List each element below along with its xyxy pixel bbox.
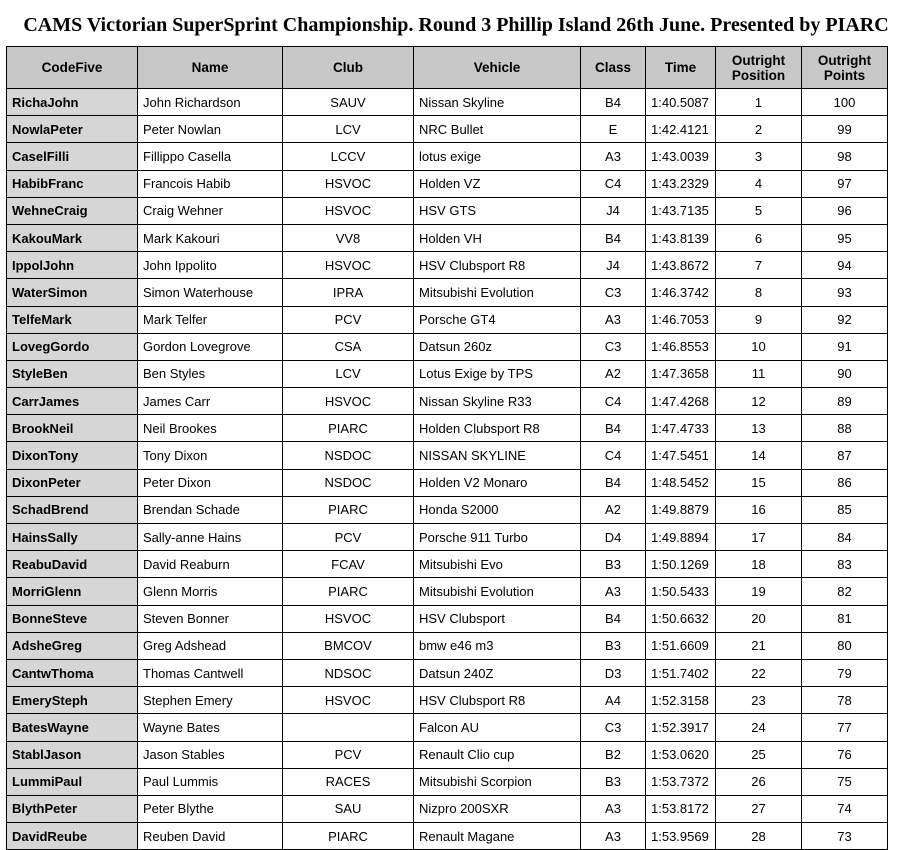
cell-vehicle: Mitsubishi Evo xyxy=(414,551,581,578)
cell-points: 76 xyxy=(802,741,888,768)
cell-class: B3 xyxy=(581,551,646,578)
table-row xyxy=(7,823,888,850)
cell-time: 1:50.1269 xyxy=(646,551,716,578)
cell-points: 92 xyxy=(802,306,888,333)
cell-points: 79 xyxy=(802,659,888,686)
header-class: Class xyxy=(581,47,646,89)
cell-vehicle: Nissan Skyline R33 xyxy=(414,388,581,415)
cell-points: 97 xyxy=(802,170,888,197)
cell-class: B4 xyxy=(581,469,646,496)
table-row xyxy=(7,143,888,170)
cell-time: 1:48.5452 xyxy=(646,469,716,496)
header-outright-position: Outright Position xyxy=(716,47,802,89)
cell-codefive: BrookNeil xyxy=(7,415,138,442)
cell-position: 12 xyxy=(716,388,802,415)
cell-vehicle: Holden VH xyxy=(414,224,581,251)
cell-position: 11 xyxy=(716,360,802,387)
cell-name: Craig Wehner xyxy=(138,197,283,224)
cell-codefive: ReabuDavid xyxy=(7,551,138,578)
cell-codefive: CarrJames xyxy=(7,388,138,415)
cell-name: Wayne Bates xyxy=(138,714,283,741)
cell-vehicle: Holden V2 Monaro xyxy=(414,469,581,496)
cell-name: Peter Dixon xyxy=(138,469,283,496)
cell-club: HSVOC xyxy=(283,388,414,415)
cell-position: 23 xyxy=(716,687,802,714)
cell-class: B2 xyxy=(581,741,646,768)
cell-position: 20 xyxy=(716,605,802,632)
cell-points: 88 xyxy=(802,415,888,442)
cell-name: David Reaburn xyxy=(138,551,283,578)
cell-class: C3 xyxy=(581,714,646,741)
table-row xyxy=(7,496,888,523)
cell-position: 7 xyxy=(716,252,802,279)
cell-time: 1:47.4268 xyxy=(646,388,716,415)
cell-points: 96 xyxy=(802,197,888,224)
cell-name: Ben Styles xyxy=(138,360,283,387)
cell-club: PIARC xyxy=(283,415,414,442)
cell-position: 2 xyxy=(716,116,802,143)
cell-codefive: StablJason xyxy=(7,741,138,768)
cell-points: 90 xyxy=(802,360,888,387)
cell-club: HSVOC xyxy=(283,197,414,224)
cell-vehicle: Honda S2000 xyxy=(414,496,581,523)
cell-name: Peter Blythe xyxy=(138,795,283,822)
cell-class: J4 xyxy=(581,197,646,224)
cell-club: PIARC xyxy=(283,578,414,605)
table-row xyxy=(7,524,888,551)
cell-vehicle: NISSAN SKYLINE xyxy=(414,442,581,469)
cell-position: 14 xyxy=(716,442,802,469)
cell-vehicle: HSV GTS xyxy=(414,197,581,224)
table-row xyxy=(7,659,888,686)
cell-time: 1:47.3658 xyxy=(646,360,716,387)
cell-time: 1:46.3742 xyxy=(646,279,716,306)
cell-name: Thomas Cantwell xyxy=(138,659,283,686)
cell-codefive: IppolJohn xyxy=(7,252,138,279)
cell-class: A2 xyxy=(581,496,646,523)
cell-time: 1:49.8879 xyxy=(646,496,716,523)
cell-club: HSVOC xyxy=(283,687,414,714)
results-table xyxy=(6,46,888,850)
cell-vehicle: Porsche GT4 xyxy=(414,306,581,333)
cell-name: Paul Lummis xyxy=(138,768,283,795)
cell-class: A2 xyxy=(581,360,646,387)
cell-vehicle: HSV Clubsport R8 xyxy=(414,687,581,714)
cell-class: B4 xyxy=(581,224,646,251)
cell-points: 95 xyxy=(802,224,888,251)
table-row xyxy=(7,741,888,768)
cell-points: 74 xyxy=(802,795,888,822)
cell-club: BMCOV xyxy=(283,632,414,659)
cell-time: 1:43.8672 xyxy=(646,252,716,279)
cell-class: A3 xyxy=(581,143,646,170)
cell-name: Greg Adshead xyxy=(138,632,283,659)
cell-vehicle: Nissan Skyline xyxy=(414,89,581,116)
table-row xyxy=(7,116,888,143)
cell-class: A3 xyxy=(581,578,646,605)
cell-club: IPRA xyxy=(283,279,414,306)
cell-position: 24 xyxy=(716,714,802,741)
cell-position: 8 xyxy=(716,279,802,306)
cell-codefive: BlythPeter xyxy=(7,795,138,822)
cell-vehicle: Datsun 260z xyxy=(414,333,581,360)
table-row xyxy=(7,605,888,632)
header-vehicle: Vehicle xyxy=(414,47,581,89)
cell-club: FCAV xyxy=(283,551,414,578)
cell-codefive: HabibFranc xyxy=(7,170,138,197)
cell-club xyxy=(283,714,414,741)
cell-time: 1:43.2329 xyxy=(646,170,716,197)
cell-codefive: LovegGordo xyxy=(7,333,138,360)
cell-points: 84 xyxy=(802,524,888,551)
cell-position: 10 xyxy=(716,333,802,360)
cell-time: 1:43.7135 xyxy=(646,197,716,224)
cell-codefive: DavidReube xyxy=(7,823,138,850)
header-time: Time xyxy=(646,47,716,89)
cell-position: 15 xyxy=(716,469,802,496)
cell-vehicle: Renault Clio cup xyxy=(414,741,581,768)
table-row xyxy=(7,469,888,496)
cell-time: 1:53.0620 xyxy=(646,741,716,768)
cell-vehicle: lotus exige xyxy=(414,143,581,170)
cell-points: 100 xyxy=(802,89,888,116)
cell-name: Stephen Emery xyxy=(138,687,283,714)
cell-club: SAU xyxy=(283,795,414,822)
table-row xyxy=(7,388,888,415)
cell-position: 28 xyxy=(716,823,802,850)
cell-time: 1:49.8894 xyxy=(646,524,716,551)
cell-codefive: WehneCraig xyxy=(7,197,138,224)
cell-codefive: MorriGlenn xyxy=(7,578,138,605)
cell-time: 1:53.8172 xyxy=(646,795,716,822)
cell-class: C4 xyxy=(581,442,646,469)
cell-position: 27 xyxy=(716,795,802,822)
cell-class: E xyxy=(581,116,646,143)
cell-vehicle: NRC Bullet xyxy=(414,116,581,143)
cell-vehicle: HSV Clubsport xyxy=(414,605,581,632)
cell-position: 21 xyxy=(716,632,802,659)
cell-points: 77 xyxy=(802,714,888,741)
cell-position: 6 xyxy=(716,224,802,251)
cell-club: PIARC xyxy=(283,823,414,850)
cell-class: B4 xyxy=(581,415,646,442)
cell-club: PCV xyxy=(283,306,414,333)
cell-class: C4 xyxy=(581,170,646,197)
cell-class: B3 xyxy=(581,632,646,659)
cell-class: B3 xyxy=(581,768,646,795)
cell-name: Mark Telfer xyxy=(138,306,283,333)
cell-time: 1:53.9569 xyxy=(646,823,716,850)
cell-position: 13 xyxy=(716,415,802,442)
cell-vehicle: Datsun 240Z xyxy=(414,659,581,686)
cell-codefive: LummiPaul xyxy=(7,768,138,795)
cell-codefive: NowlaPeter xyxy=(7,116,138,143)
cell-vehicle: Mitsubishi Evolution xyxy=(414,279,581,306)
cell-time: 1:40.5087 xyxy=(646,89,716,116)
cell-position: 25 xyxy=(716,741,802,768)
table-row xyxy=(7,768,888,795)
cell-time: 1:43.0039 xyxy=(646,143,716,170)
cell-position: 5 xyxy=(716,197,802,224)
table-row xyxy=(7,224,888,251)
cell-name: Glenn Morris xyxy=(138,578,283,605)
table-row xyxy=(7,333,888,360)
cell-class: B4 xyxy=(581,605,646,632)
cell-codefive: StyleBen xyxy=(7,360,138,387)
cell-time: 1:46.7053 xyxy=(646,306,716,333)
cell-vehicle: Lotus Exige by TPS xyxy=(414,360,581,387)
cell-name: Sally-anne Hains xyxy=(138,524,283,551)
cell-vehicle: Mitsubishi Evolution xyxy=(414,578,581,605)
cell-class: J4 xyxy=(581,252,646,279)
cell-position: 4 xyxy=(716,170,802,197)
cell-club: PCV xyxy=(283,524,414,551)
cell-club: VV8 xyxy=(283,224,414,251)
cell-name: Jason Stables xyxy=(138,741,283,768)
cell-time: 1:43.8139 xyxy=(646,224,716,251)
cell-position: 3 xyxy=(716,143,802,170)
cell-name: Brendan Schade xyxy=(138,496,283,523)
cell-class: B4 xyxy=(581,89,646,116)
table-row xyxy=(7,795,888,822)
cell-time: 1:52.3158 xyxy=(646,687,716,714)
cell-codefive: DixonTony xyxy=(7,442,138,469)
cell-vehicle: Porsche 911 Turbo xyxy=(414,524,581,551)
header-outright-points: Outright Points xyxy=(802,47,888,89)
cell-points: 89 xyxy=(802,388,888,415)
cell-points: 99 xyxy=(802,116,888,143)
cell-name: Peter Nowlan xyxy=(138,116,283,143)
cell-codefive: BonneSteve xyxy=(7,605,138,632)
cell-position: 16 xyxy=(716,496,802,523)
table-header-row xyxy=(7,47,888,89)
cell-club: NDSOC xyxy=(283,659,414,686)
cell-class: C3 xyxy=(581,333,646,360)
cell-points: 82 xyxy=(802,578,888,605)
cell-vehicle: bmw e46 m3 xyxy=(414,632,581,659)
cell-club: RACES xyxy=(283,768,414,795)
cell-points: 75 xyxy=(802,768,888,795)
cell-position: 1 xyxy=(716,89,802,116)
cell-class: A3 xyxy=(581,795,646,822)
cell-name: Fillippo Casella xyxy=(138,143,283,170)
cell-codefive: SchadBrend xyxy=(7,496,138,523)
cell-club: PIARC xyxy=(283,496,414,523)
table-row xyxy=(7,170,888,197)
cell-name: Steven Bonner xyxy=(138,605,283,632)
cell-points: 91 xyxy=(802,333,888,360)
cell-vehicle: Nizpro 200SXR xyxy=(414,795,581,822)
header-club: Club xyxy=(283,47,414,89)
cell-points: 94 xyxy=(802,252,888,279)
cell-position: 18 xyxy=(716,551,802,578)
cell-points: 87 xyxy=(802,442,888,469)
cell-codefive: HainsSally xyxy=(7,524,138,551)
cell-name: John Richardson xyxy=(138,89,283,116)
cell-points: 86 xyxy=(802,469,888,496)
cell-class: D3 xyxy=(581,659,646,686)
cell-time: 1:47.4733 xyxy=(646,415,716,442)
cell-codefive: AdsheGreg xyxy=(7,632,138,659)
table-row xyxy=(7,252,888,279)
cell-codefive: CaselFilli xyxy=(7,143,138,170)
cell-points: 83 xyxy=(802,551,888,578)
cell-vehicle: Holden Clubsport R8 xyxy=(414,415,581,442)
cell-vehicle: HSV Clubsport R8 xyxy=(414,252,581,279)
header-codefive: CodeFive xyxy=(7,47,138,89)
cell-codefive: BatesWayne xyxy=(7,714,138,741)
cell-position: 19 xyxy=(716,578,802,605)
cell-class: C3 xyxy=(581,279,646,306)
table-row xyxy=(7,442,888,469)
cell-time: 1:50.5433 xyxy=(646,578,716,605)
cell-vehicle: Mitsubishi Scorpion xyxy=(414,768,581,795)
cell-time: 1:51.7402 xyxy=(646,659,716,686)
table-row xyxy=(7,578,888,605)
cell-name: Francois Habib xyxy=(138,170,283,197)
table-row xyxy=(7,551,888,578)
table-row xyxy=(7,632,888,659)
cell-codefive: KakouMark xyxy=(7,224,138,251)
cell-class: A4 xyxy=(581,687,646,714)
cell-name: Simon Waterhouse xyxy=(138,279,283,306)
cell-name: Gordon Lovegrove xyxy=(138,333,283,360)
cell-club: HSVOC xyxy=(283,170,414,197)
page-title: CAMS Victorian SuperSprint Championship. Round 3 Phillip Island 26th June. Presented by PIARC xyxy=(23,14,889,36)
cell-points: 80 xyxy=(802,632,888,659)
cell-position: 9 xyxy=(716,306,802,333)
cell-time: 1:42.4121 xyxy=(646,116,716,143)
table-row xyxy=(7,687,888,714)
cell-position: 17 xyxy=(716,524,802,551)
table-row xyxy=(7,89,888,116)
cell-codefive: CantwThoma xyxy=(7,659,138,686)
cell-time: 1:52.3917 xyxy=(646,714,716,741)
cell-club: HSVOC xyxy=(283,605,414,632)
cell-points: 98 xyxy=(802,143,888,170)
cell-name: James Carr xyxy=(138,388,283,415)
cell-name: Neil Brookes xyxy=(138,415,283,442)
cell-time: 1:53.7372 xyxy=(646,768,716,795)
cell-vehicle: Renault Magane xyxy=(414,823,581,850)
cell-points: 73 xyxy=(802,823,888,850)
cell-time: 1:50.6632 xyxy=(646,605,716,632)
cell-codefive: DixonPeter xyxy=(7,469,138,496)
cell-name: John Ippolito xyxy=(138,252,283,279)
cell-codefive: WaterSimon xyxy=(7,279,138,306)
cell-name: Mark Kakouri xyxy=(138,224,283,251)
table-row xyxy=(7,714,888,741)
cell-points: 81 xyxy=(802,605,888,632)
cell-club: NSDOC xyxy=(283,442,414,469)
header-name: Name xyxy=(138,47,283,89)
table-row xyxy=(7,415,888,442)
cell-time: 1:51.6609 xyxy=(646,632,716,659)
cell-club: LCV xyxy=(283,116,414,143)
cell-club: HSVOC xyxy=(283,252,414,279)
cell-codefive: EmerySteph xyxy=(7,687,138,714)
table-row xyxy=(7,279,888,306)
cell-time: 1:47.5451 xyxy=(646,442,716,469)
table-row xyxy=(7,197,888,224)
cell-time: 1:46.8553 xyxy=(646,333,716,360)
cell-points: 93 xyxy=(802,279,888,306)
table-row xyxy=(7,306,888,333)
cell-class: C4 xyxy=(581,388,646,415)
cell-class: A3 xyxy=(581,823,646,850)
cell-club: SAUV xyxy=(283,89,414,116)
cell-class: D4 xyxy=(581,524,646,551)
cell-club: NSDOC xyxy=(283,469,414,496)
cell-codefive: RichaJohn xyxy=(7,89,138,116)
cell-club: CSA xyxy=(283,333,414,360)
cell-name: Tony Dixon xyxy=(138,442,283,469)
cell-position: 22 xyxy=(716,659,802,686)
cell-club: PCV xyxy=(283,741,414,768)
cell-club: LCV xyxy=(283,360,414,387)
cell-vehicle: Holden VZ xyxy=(414,170,581,197)
cell-club: LCCV xyxy=(283,143,414,170)
cell-codefive: TelfeMark xyxy=(7,306,138,333)
cell-position: 26 xyxy=(716,768,802,795)
table-row xyxy=(7,360,888,387)
cell-vehicle: Falcon AU xyxy=(414,714,581,741)
cell-class: A3 xyxy=(581,306,646,333)
cell-points: 78 xyxy=(802,687,888,714)
cell-points: 85 xyxy=(802,496,888,523)
cell-name: Reuben David xyxy=(138,823,283,850)
